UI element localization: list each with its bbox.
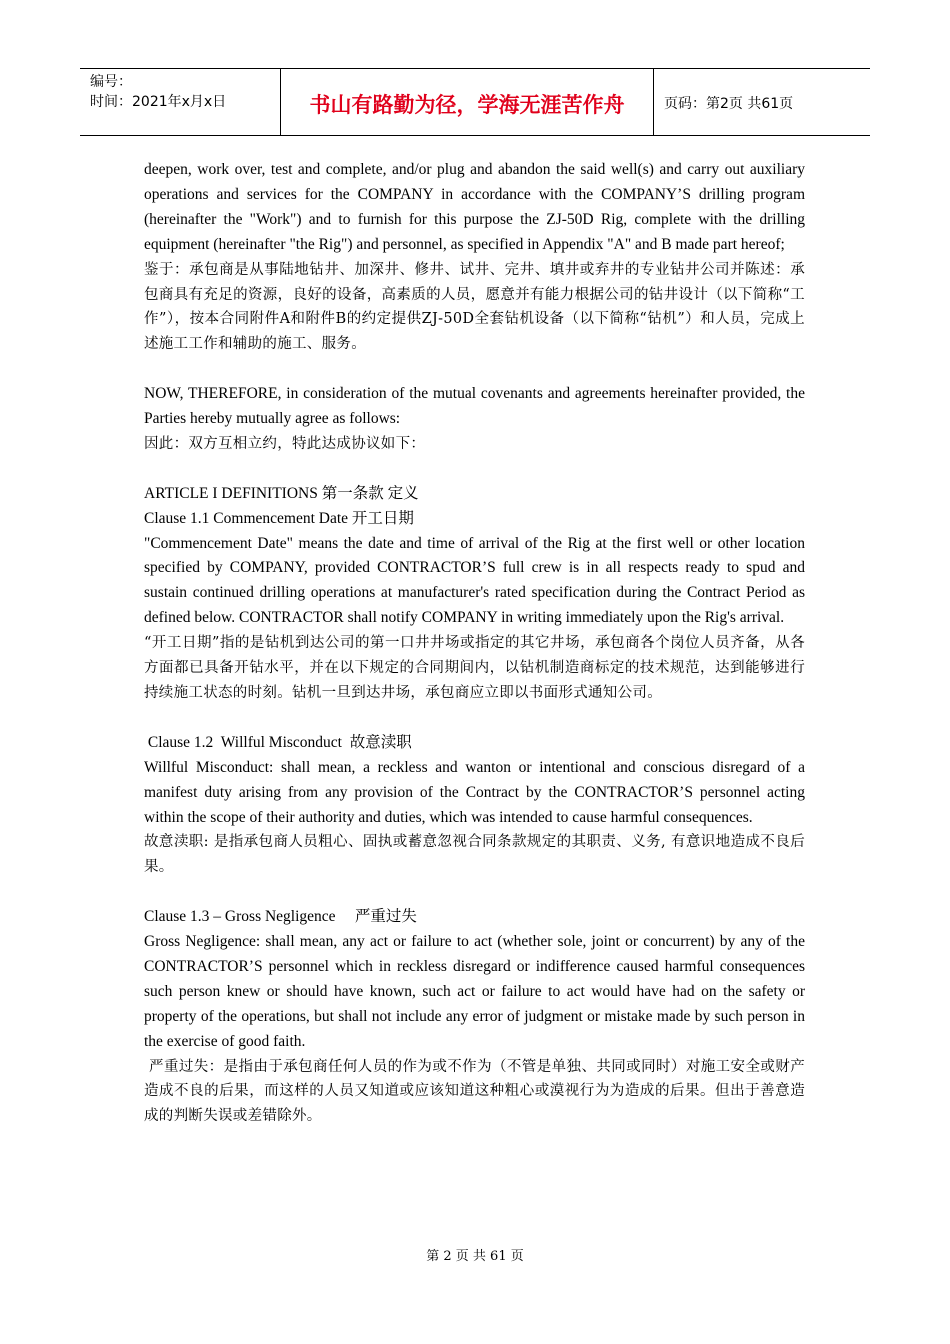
clause-1-1-zh: “开工日期”指的是钻机到达公司的第一口井井场或指定的其它井场，承包商各个岗位人员齐备，从各方面都已具备开钻水平，并在以下规定的合同期间内，以钻机制造商标定的技术规范，达到能够进行持续施工状态的时刻。钻机一旦到达井场，承包商应立即以书面形式通知公司。 (144, 635, 805, 701)
paragraph-whereas-zh: 鉴于：承包商是从事陆地钻井、加深井、修井、试井、完井、填井或弃井的专业钻井公司并陈述：承包商具有充足的资源，良好的设备，高素质的人员，愿意并有能力根据公司的钻井设计（以下简称“工作”），按本合同附件A和附件B的约定提供ZJ-50D全套钻机设备（以下简称“钻机”）和人员，完成上述施工工作和辅助的施工、服务。 (144, 261, 805, 353)
header-meta (80, 69, 281, 135)
document-time-label: 时间：2021年x月x日 (90, 94, 227, 110)
clause-1-2-zh: 故意渎职: 是指承包商人员粗心、固执或蓄意忽视合同条款规定的其职责、义务, 有意识地造成不良后果。 (144, 834, 805, 876)
clause-1-3-zh: 严重过失：是指由于承包商任何人员的作为或不作为（不管是单独、共同或同时）对施工安全或财产造成不良的后果，而这样的人员又知道或应该知道这种粗心或漠视行为为造成的后果。但出于善意造成的判断失误或差错除外。 (144, 1058, 805, 1125)
clause-1-2-en: Willful Misconduct: shall mean, a reckless and wanton or intentional and conscious disregard of a manifest duty arising from any provision of the Contract by the CONTRACTOR’S personnel acting within the scope of their authority and duties, which was intended to cause harmful consequences. (144, 758, 805, 826)
page-header (80, 68, 870, 136)
document-number-label: 编号： (90, 74, 132, 90)
clause-1-2-heading: Clause 1.2 Willful Misconduct 故意渎职 (144, 733, 412, 751)
paragraph-therefore-zh: 因此：双方互相立约，特此达成协议如下： (144, 435, 426, 452)
clause-1-1-en: "Commencement Date" means the date and time of arrival of the Rig at the first well or other location specified by COMPANY, provided CONTRACTOR’S full crew is in all respects ready to spud and sustain continued drilling operations at manufacturer's rated specification during the Contract Period as defined below. CONTRACTOR shall notify COMPANY in writing immediately upon the Rig's arrival. (144, 534, 805, 627)
clause-1-1-heading: Clause 1.1 Commencement Date 开工日期 (144, 509, 414, 527)
page-footer: 第 2 页 共 61 页 (426, 1249, 524, 1264)
clause-1-3-en: Gross Negligence: shall mean, any act or failure to act (whether sole, joint or concurrent) by any of the CONTRACTOR’S personnel which in reckless disregard or indifference caused harmful consequences such person knew or should have known, such act or failure to act would have had on the safety or property of the operations, but shall not include any error of judgment or mistake made by such person in the exercise of good faith. (144, 933, 805, 1050)
paragraph-therefore-en: NOW, THEREFORE, in consideration of the mutual covenants and agreements hereinafter provided, the Parties hereby mutually agree as follows: (144, 385, 805, 428)
paragraph-whereas-en: deepen, work over, test and complete, and/or plug and abandon the said well(s) and carry out auxiliary operations and services for the COMPANY in accordance with the COMPANY’S drilling program (hereinafter the "Work") and to furnish for this purpose the ZJ-50D Rig, complete with the drilling equipment (hereinafter "the Rig") and personnel, as specified in Appendix "A" and B made part hereof; (144, 161, 805, 253)
article-heading: ARTICLE I DEFINITIONS 第一条款 定义 (144, 484, 419, 502)
header-page-number: 页码：第2页 共61页 (664, 96, 794, 112)
document-body (144, 158, 805, 1129)
clause-1-3-heading: Clause 1.3 – Gross Negligence 严重过失 (144, 908, 417, 926)
header-motto: 书山有路勤为径，学海无涯苦作舟 (281, 69, 654, 135)
